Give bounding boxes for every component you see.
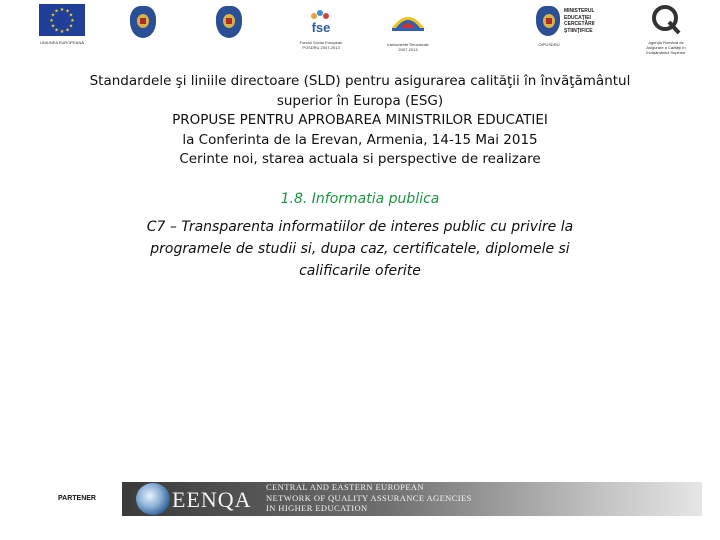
svg-text:★: ★ <box>50 12 56 19</box>
svg-text:★: ★ <box>59 29 65 35</box>
ministry-education-logo <box>534 6 616 58</box>
title-line: Standardele şi liniile directoare (SLD) pentru asigurarea calităţii în învăţământul <box>89 73 631 89</box>
criterion-text <box>40 216 680 282</box>
svg-text:★: ★ <box>54 27 59 34</box>
crest-icon <box>130 6 156 38</box>
structural-instruments-logo <box>380 4 436 52</box>
network-line: IN HIGHER EDUCATION <box>266 503 368 513</box>
section-title: 1.8. Informatia publica <box>280 191 440 207</box>
romanian-ministry-crest-logo <box>214 6 244 38</box>
svg-text:★: ★ <box>65 27 70 34</box>
criterion-line: calificarile oferite <box>299 263 421 279</box>
crest-icon <box>536 6 560 36</box>
eu-flag-logo <box>36 4 88 45</box>
structural-instruments-icon <box>388 4 428 38</box>
svg-text:fse: fse <box>311 20 331 35</box>
title-line: superior în Europa (ESG) <box>276 92 444 109</box>
svg-text:★: ★ <box>54 8 59 15</box>
svg-text:★: ★ <box>68 12 74 19</box>
ministry-education-subcaption: OIPOSDRU <box>538 42 560 47</box>
eu-caption: UNIUNEA EUROPEANĂ <box>39 40 84 45</box>
criterion-line: programele de studii si, dupa caz, certificatele, diplomele si <box>150 241 570 257</box>
fse-logo <box>296 6 346 50</box>
title-line: Cerinte noi, starea actuala si perspective de realizare <box>179 151 541 167</box>
aracis-logo <box>636 2 696 55</box>
svg-text:★: ★ <box>49 18 54 24</box>
aracis-q-icon <box>649 2 683 36</box>
partner-label: PARTENER <box>58 495 96 502</box>
structural-instruments-caption: Instrumente Structurale 2007-2013 <box>387 42 429 52</box>
romanian-government-crest-logo <box>128 6 158 38</box>
svg-text:★: ★ <box>70 18 75 24</box>
globe-icon <box>136 483 170 515</box>
svg-text:★: ★ <box>68 23 74 30</box>
fse-icon <box>304 6 338 36</box>
network-line: NETWORK OF QUALITY ASSURANCE AGENCIES <box>266 492 472 503</box>
criterion-line: C7 – Transparenta informatiilor de interes public cu privire la <box>146 219 574 235</box>
fse-caption: Fondul Social European POSDRU 2007-2013 <box>299 40 343 50</box>
ceenqa-banner <box>122 482 702 516</box>
network-line: CENTRAL AND EASTERN EUROPEAN <box>266 482 424 492</box>
svg-text:★: ★ <box>50 23 56 30</box>
aracis-caption: Agenţia Română de Asigurare a Calităţii în Învăţământul Superior <box>646 40 686 55</box>
crest-icon <box>216 6 242 38</box>
svg-text:★: ★ <box>59 7 65 13</box>
title-line: PROPUSE PENTRU APROBAREA MINISTRILOR EDUCATIEI <box>172 112 548 128</box>
svg-text:★: ★ <box>65 8 70 15</box>
eu-flag-icon <box>39 4 85 36</box>
ministry-education-caption: MINISTERUL EDUCAŢIEI CERCETĂRII ŞTIINŢIFICE <box>564 8 595 34</box>
logo-bar <box>0 0 720 62</box>
ceenqa-brand: EENQA <box>172 487 252 512</box>
title-line: la Conferinta de la Erevan, Armenia, 14-15 Mai 2015 <box>182 131 538 148</box>
document-title <box>30 72 690 170</box>
ceenqa-network-name <box>266 482 472 514</box>
